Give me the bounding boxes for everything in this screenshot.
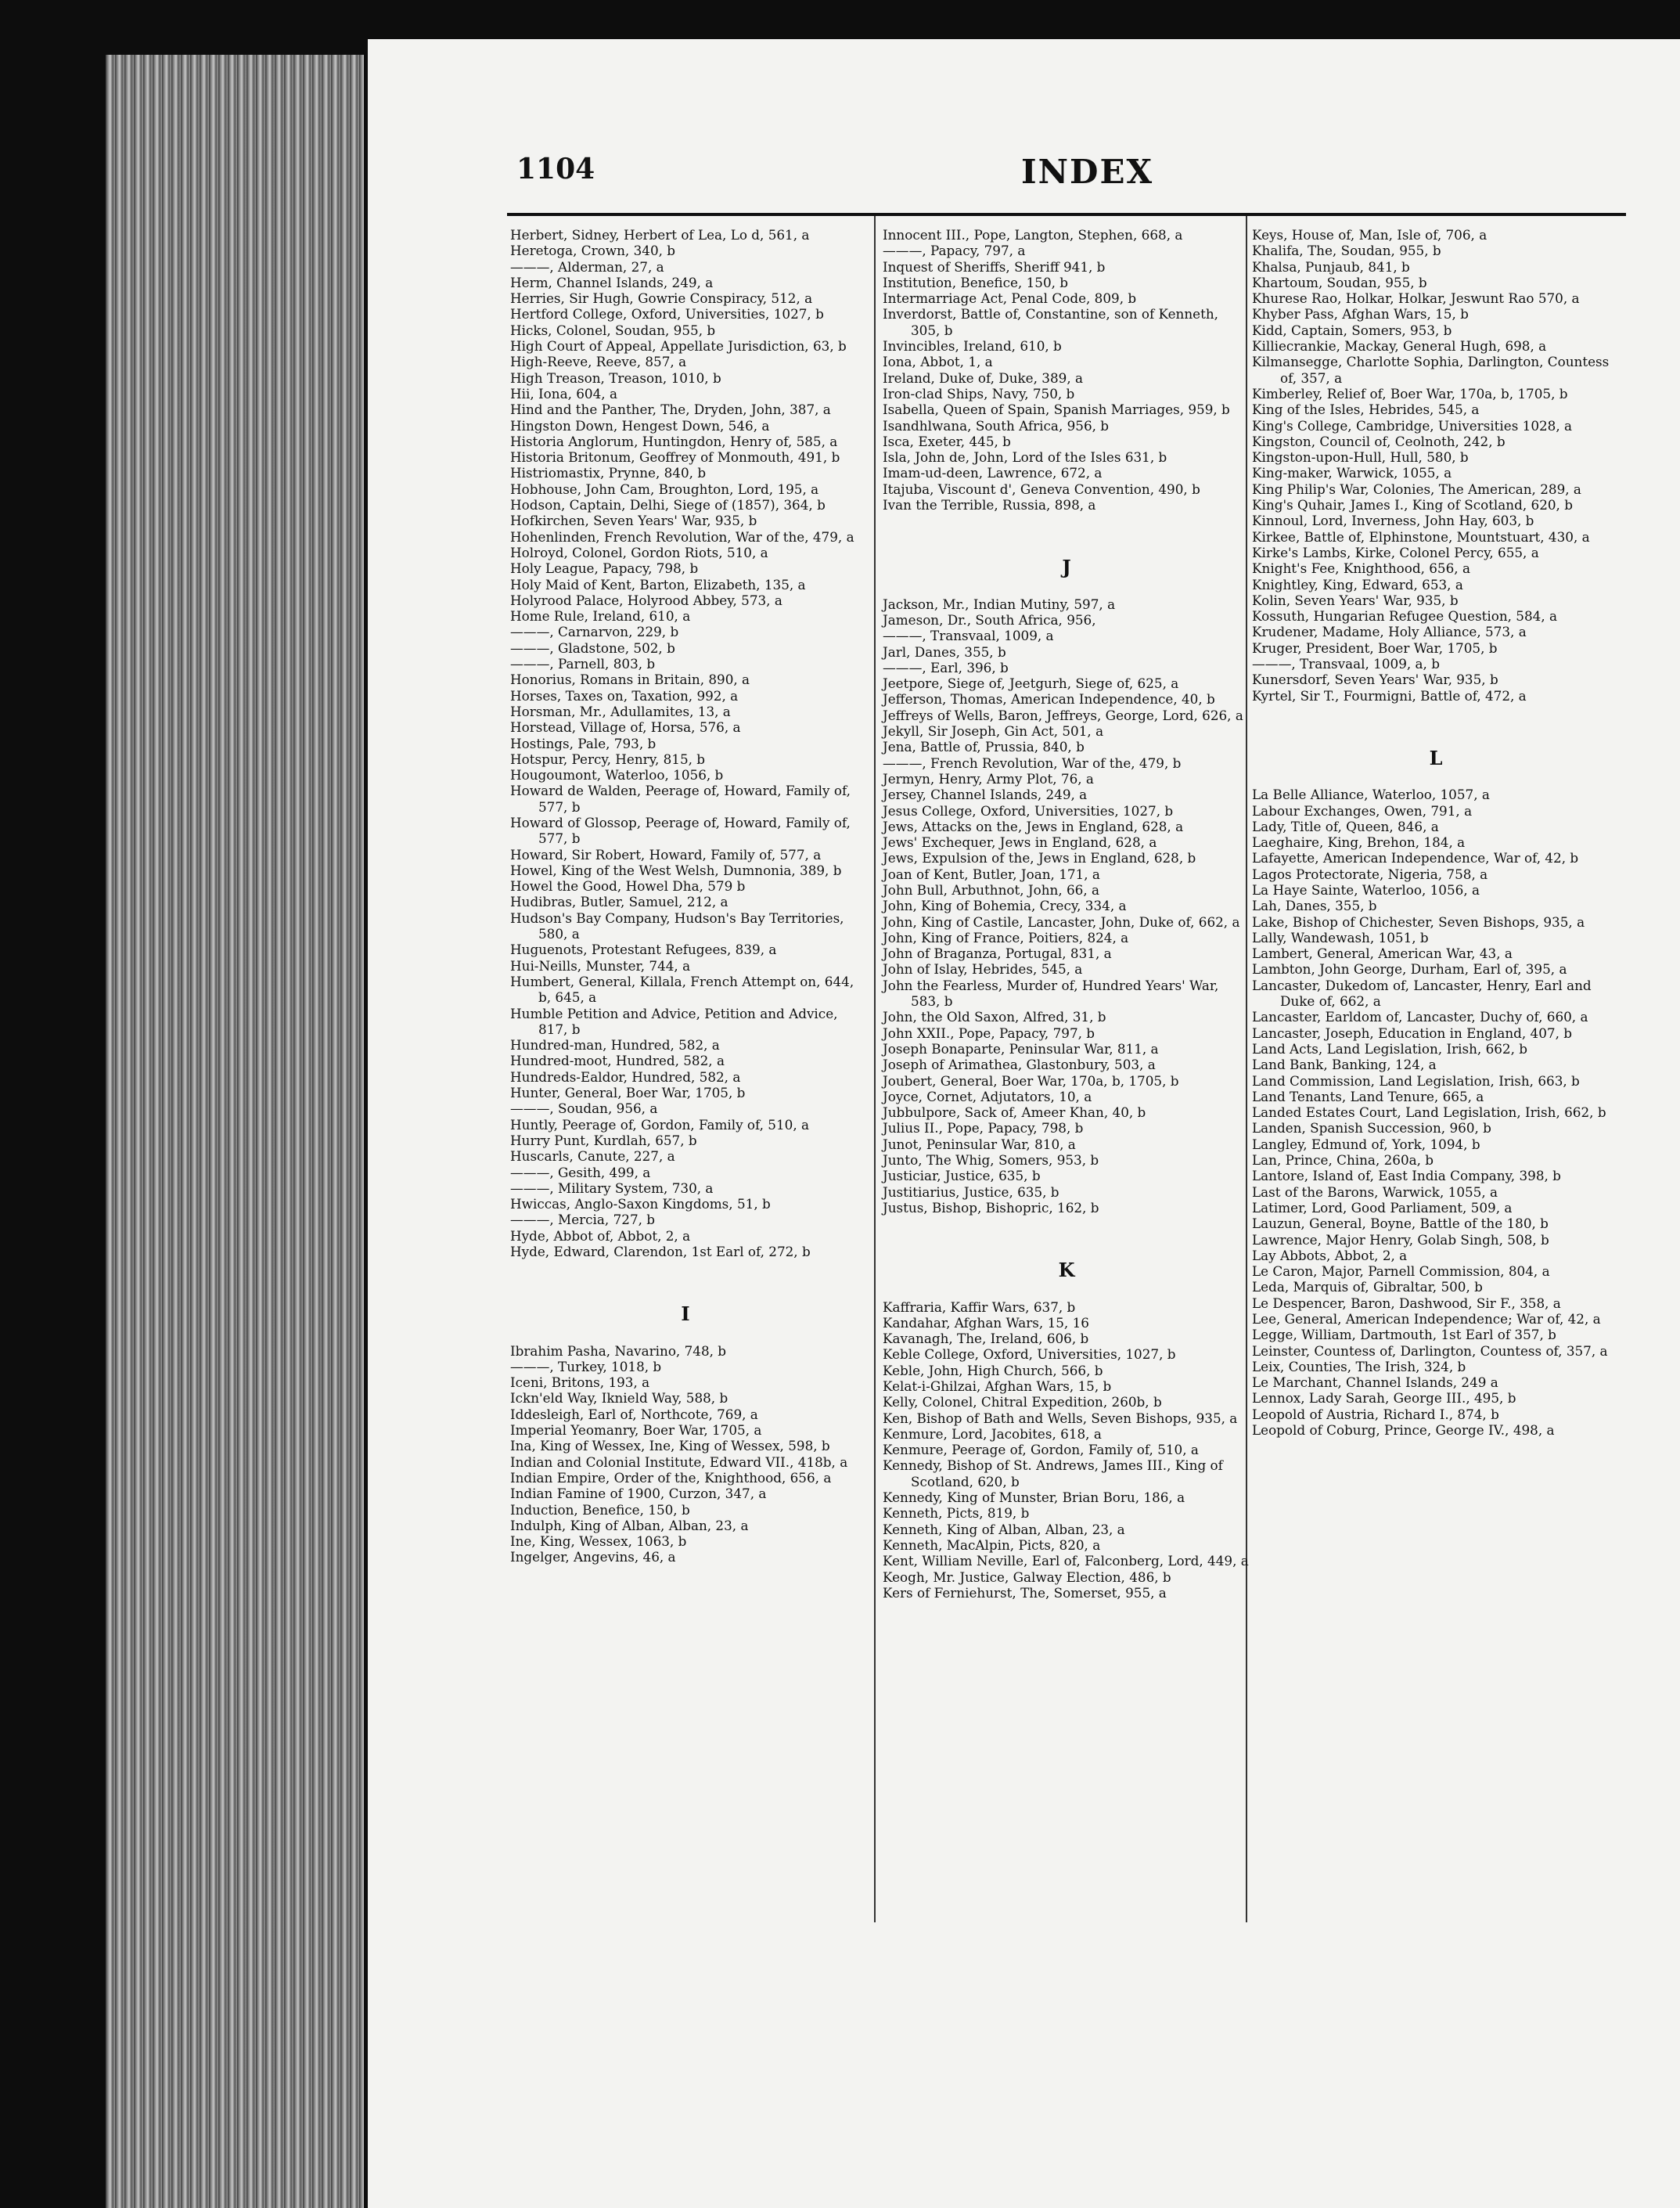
- index-entry: Hundreds-Ealdor, Hundred, 582, a: [510, 1068, 741, 1085]
- index-entry: John, the Old Saxon, Alfred, 31, b: [883, 1009, 1106, 1025]
- index-entry: Jermyn, Henry, Army Plot, 76, a: [883, 770, 1094, 787]
- index-entry: Jarl, Danes, 355, b: [883, 643, 1006, 660]
- index-entry: Jefferson, Thomas, American Independence, 40, b: [883, 691, 1215, 708]
- index-entry: Itajuba, Viscount d', Geneva Convention, 490, b: [883, 481, 1200, 497]
- index-entry: Keble College, Oxford, Universities, 1027, b: [883, 1346, 1176, 1363]
- index-entry: Holyrood Palace, Holyrood Abbey, 573, a: [510, 592, 782, 608]
- index-entry: Kennedy, King of Munster, Brian Boru, 186, a: [883, 1489, 1185, 1506]
- index-entry: Killiecrankie, Mackay, General Hugh, 698, a: [1252, 338, 1547, 355]
- index-entry: Khartoum, Soudan, 955, b: [1252, 274, 1427, 290]
- index-entry: Hyde, Abbot of, Abbot, 2, a: [510, 1227, 691, 1244]
- index-entry: Hofkirchen, Seven Years' War, 935, b: [510, 513, 757, 529]
- index-entry: Hostings, Pale, 793, b: [510, 735, 657, 751]
- index-entry: Hurry Punt, Kurdlah, 657, b: [510, 1132, 697, 1148]
- index-entry: Lauzun, General, Boyne, Battle of the 180, b: [1252, 1216, 1549, 1232]
- index-entry: Jeffreys of Wells, Baron, Jeffreys, George, Lord, 626, a: [883, 707, 1243, 723]
- index-entry: Lee, General, American Independence; War of, 42, a: [1252, 1311, 1601, 1327]
- index-entry: La Belle Alliance, Waterloo, 1057, a: [1252, 787, 1490, 803]
- index-entry: Iona, Abbot, 1, a: [883, 354, 993, 370]
- index-entry: Hobhouse, John Cam, Broughton, Lord, 195, a: [510, 481, 819, 497]
- index-entry: Kent, William Neville, Earl of, Falconberg, Lord, 449, a: [883, 1553, 1249, 1569]
- index-entry: Kruger, President, Boer War, 1705, b: [1252, 639, 1498, 656]
- index-entry: John, King of Bohemia, Crecy, 334, a: [883, 898, 1127, 914]
- index-entry: Keble, John, High Church, 566, b: [883, 1362, 1103, 1378]
- index-entry: Legge, William, Dartmouth, 1st Earl of 357, b: [1252, 1327, 1556, 1343]
- index-entry: Joseph Bonaparte, Peninsular War, 811, a: [883, 1040, 1159, 1057]
- index-entry: Kers of Ferniehurst, The, Somerset, 955, a: [883, 1584, 1167, 1601]
- index-entry: La Haye Sainte, Waterloo, 1056, a: [1252, 881, 1480, 898]
- index-entry: Landed Estates Court, Land Legislation, Irish, 662, b: [1252, 1104, 1606, 1121]
- section-letter: I: [681, 1302, 690, 1326]
- index-entry: Imam-ud-deen, Lawrence, 672, a: [883, 465, 1103, 481]
- index-entry: Holroyd, Colonel, Gordon Riots, 510, a: [510, 544, 768, 560]
- index-entry: Land Commission, Land Legislation, Irish, 663, b: [1252, 1072, 1580, 1089]
- index-entry: Humble Petition and Advice, Petition and Advice, 817, b: [510, 1005, 838, 1037]
- index-entry: Kingston, Council of, Ceolnoth, 242, b: [1252, 433, 1506, 449]
- index-column-3: [1252, 227, 1620, 1438]
- index-entry: Kaffraria, Kaffir Wars, 637, b: [883, 1299, 1076, 1315]
- index-entry: Iddesleigh, Earl of, Northcote, 769, a: [510, 1406, 758, 1422]
- index-entry: Hohenlinden, French Revolution, War of the, 479, a: [510, 528, 854, 545]
- index-entry: ———, French Revolution, War of the, 479, b: [883, 755, 1182, 771]
- index-entry: Lally, Wandewash, 1051, b: [1252, 929, 1429, 946]
- index-entry: Hui-Neills, Munster, 744, a: [510, 957, 691, 974]
- index-entry: Kyrtel, Sir T., Fourmigni, Battle of, 472, a: [1252, 687, 1527, 704]
- index-entry: King of the Isles, Hebrides, 545, a: [1252, 402, 1480, 418]
- index-entry: Lantore, Island of, East India Company, 398, b: [1252, 1168, 1561, 1184]
- index-entry: Leda, Marquis of, Gibraltar, 500, b: [1252, 1279, 1483, 1295]
- index-entry: Laeghaire, King, Brehon, 184, a: [1252, 834, 1466, 851]
- index-entry: Kunersdorf, Seven Years' War, 935, b: [1252, 672, 1498, 688]
- index-entry: Jersey, Channel Islands, 249, a: [883, 787, 1088, 803]
- index-entry: Ivan the Terrible, Russia, 898, a: [883, 497, 1096, 513]
- index-entry: Lady, Title of, Queen, 846, a: [1252, 818, 1439, 834]
- index-column-1: [510, 227, 861, 1565]
- index-entry: Jekyll, Sir Joseph, Gin Act, 501, a: [883, 723, 1104, 740]
- index-entry: Howel the Good, Howel Dha, 579 b: [510, 878, 746, 895]
- index-entry: Leopold of Coburg, Prince, George IV., 498, a: [1252, 1422, 1555, 1439]
- index-entry: ———, Military System, 730, a: [510, 1180, 714, 1196]
- index-entry: Lancaster, Earldom of, Lancaster, Duchy of, 660, a: [1252, 1009, 1588, 1025]
- index-entry: Kelly, Colonel, Chitral Expedition, 260b, b: [883, 1394, 1162, 1410]
- column-divider: [874, 216, 876, 1922]
- index-entry: Home Rule, Ireland, 610, a: [510, 608, 691, 625]
- index-entry: Huguenots, Protestant Refugees, 839, a: [510, 942, 777, 958]
- index-entry: Hingston Down, Hengest Down, 546, a: [510, 417, 770, 434]
- index-entry: Le Caron, Major, Parnell Commission, 804, a: [1252, 1263, 1550, 1280]
- index-entry: Junto, The Whig, Somers, 953, b: [883, 1152, 1099, 1169]
- index-entry: Hicks, Colonel, Soudan, 955, b: [510, 322, 716, 338]
- index-entry: Latimer, Lord, Good Parliament, 509, a: [1252, 1199, 1513, 1216]
- index-entry: Horsman, Mr., Adullamites, 13, a: [510, 703, 731, 719]
- index-entry: Institution, Benefice, 150, b: [883, 274, 1069, 290]
- index-entry: ———, Carnarvon, 229, b: [510, 624, 679, 640]
- index-entry: Khurese Rao, Holkar, Holkar, Jeswunt Rao 570, a: [1252, 290, 1580, 307]
- index-entry: Hyde, Edward, Clarendon, 1st Earl of, 272, b: [510, 1244, 811, 1259]
- index-entry: Howard de Walden, Peerage of, Howard, Family of, 577, b: [510, 783, 851, 815]
- index-entry: Keogh, Mr. Justice, Galway Election, 486, b: [883, 1569, 1171, 1585]
- index-entry: Lambert, General, American War, 43, a: [1252, 946, 1513, 962]
- index-entry: John the Fearless, Murder of, Hundred Years' War, 583, b: [883, 977, 1219, 1010]
- index-entry: Isandhlwana, South Africa, 956, b: [883, 417, 1110, 434]
- index-entry: Le Despencer, Baron, Dashwood, Sir F., 358, a: [1252, 1295, 1561, 1311]
- index-entry: Kilmansegge, Charlotte Sophia, Darlington, Countess of, 357, a: [1252, 354, 1610, 386]
- index-entry: Hundred-man, Hundred, 582, a: [510, 1037, 720, 1054]
- index-entry: Kennedy, Bishop of St. Andrews, James III., King of Scotland, 620, b: [883, 1457, 1223, 1489]
- index-entry: Hunter, General, Boer War, 1705, b: [510, 1085, 746, 1101]
- index-entry: John XXII., Pope, Papacy, 797, b: [883, 1025, 1095, 1041]
- index-entry: Lennox, Lady Sarah, George III., 495, b: [1252, 1390, 1516, 1407]
- index-entry: Histriomastix, Prynne, 840, b: [510, 465, 707, 481]
- index-entry: John, King of Castile, Lancaster, John, Duke of, 662, a: [883, 913, 1240, 930]
- index-entry: Isabella, Queen of Spain, Spanish Marriages, 959, b: [883, 402, 1230, 418]
- index-entry: Ireland, Duke of, Duke, 389, a: [883, 369, 1083, 386]
- index-entry: Ibrahim Pasha, Navarino, 748, b: [510, 1342, 727, 1359]
- index-entry: Hotspur, Percy, Henry, 815, b: [510, 751, 706, 767]
- index-entry: Heretoga, Crown, 340, b: [510, 243, 676, 259]
- index-entry: John, King of France, Poitiers, 824, a: [883, 929, 1129, 946]
- index-entry: Isca, Exeter, 445, b: [883, 433, 1011, 449]
- index-entry: Indulph, King of Alban, Alban, 23, a: [510, 1517, 749, 1533]
- index-entry: High Court of Appeal, Appellate Jurisdiction, 63, b: [510, 338, 847, 355]
- index-entry: Kenneth, MacAlpin, Picts, 820, a: [883, 1536, 1101, 1553]
- index-entry: Jena, Battle of, Prussia, 840, b: [883, 739, 1085, 755]
- index-entry: Kandahar, Afghan Wars, 15, 16: [883, 1314, 1089, 1331]
- index-entry: ———, Transvaal, 1009, a: [883, 628, 1054, 644]
- index-entry: Jews, Attacks on the, Jews in England, 628, a: [883, 818, 1184, 834]
- index-entry: Huscarls, Canute, 227, a: [510, 1148, 675, 1165]
- index-entry: Joan of Kent, Butler, Joan, 171, a: [883, 866, 1100, 882]
- index-entry: Jubbulpore, Sack of, Ameer Khan, 40, b: [883, 1104, 1146, 1121]
- index-entry: ———, Turkey, 1018, b: [510, 1358, 662, 1374]
- index-entry: Lambton, John George, Durham, Earl of, 395, a: [1252, 961, 1567, 978]
- index-entry: Herries, Sir Hugh, Gowrie Conspiracy, 512, a: [510, 290, 813, 307]
- index-entry: Justiciar, Justice, 635, b: [883, 1168, 1041, 1184]
- index-entry: Lan, Prince, China, 260a, b: [1252, 1152, 1434, 1169]
- index-entry: Kidd, Captain, Somers, 953, b: [1252, 322, 1452, 338]
- index-entry: Land Bank, Banking, 124, a: [1252, 1057, 1437, 1073]
- index-entry: ———, Mercia, 727, b: [510, 1212, 656, 1228]
- index-entry: Howard of Glossop, Peerage of, Howard, Family of, 577, b: [510, 814, 851, 847]
- index-entry: Keys, House of, Man, Isle of, 706, a: [1252, 227, 1488, 243]
- index-entry: Iceni, Britons, 193, a: [510, 1374, 650, 1391]
- index-entry: Lake, Bishop of Chichester, Seven Bishops, 935, a: [1252, 913, 1585, 930]
- index-entry: Khalsa, Punjaub, 841, b: [1252, 258, 1410, 275]
- index-entry: Khyber Pass, Afghan Wars, 15, b: [1252, 306, 1469, 322]
- index-entry: Hundred-moot, Hundred, 582, a: [510, 1053, 725, 1069]
- index-entry: Horses, Taxes on, Taxation, 992, a: [510, 687, 739, 704]
- index-entry: Landen, Spanish Succession, 960, b: [1252, 1120, 1491, 1136]
- index-entry: Humbert, General, Killala, French Attempt on, 644, b, 645, a: [510, 973, 854, 1006]
- index-entry: Hertford College, Oxford, Universities, 1027, b: [510, 306, 824, 322]
- index-entry: Kavanagh, The, Ireland, 606, b: [883, 1331, 1089, 1347]
- index-entry: Jews' Exchequer, Jews in England, 628, a: [883, 834, 1157, 851]
- index-entry: High Treason, Treason, 1010, b: [510, 369, 721, 386]
- index-entry: ———, Gesith, 499, a: [510, 1164, 651, 1180]
- index-entry: Hwiccas, Anglo-Saxon Kingdoms, 51, b: [510, 1196, 771, 1212]
- index-entry: Knight's Fee, Knighthood, 656, a: [1252, 560, 1470, 577]
- index-entry: Indian Empire, Order of the, Knighthood, 656, a: [510, 1469, 832, 1486]
- index-entry: ———, Alderman, 27, a: [510, 258, 664, 275]
- index-entry: Knightley, King, Edward, 653, a: [1252, 576, 1463, 593]
- index-entry: Indian Famine of 1900, Curzon, 347, a: [510, 1486, 767, 1502]
- index-entry: John of Islay, Hebrides, 545, a: [883, 961, 1083, 978]
- index-entry: Labour Exchanges, Owen, 791, a: [1252, 802, 1473, 819]
- index-entry: John of Braganza, Portugal, 831, a: [883, 946, 1112, 962]
- index-entry: Jameson, Dr., South Africa, 956,: [883, 611, 1096, 628]
- index-entry: Innocent III., Pope, Langton, Stephen, 668, a: [883, 227, 1183, 243]
- index-entry: Indian and Colonial Institute, Edward VII., 418b, a: [510, 1453, 848, 1470]
- index-entry: Joyce, Cornet, Adjutators, 10, a: [883, 1088, 1092, 1104]
- section-letter: J: [1062, 556, 1071, 579]
- index-entry: ———, Gladstone, 502, b: [510, 639, 675, 656]
- index-entry: ———, Earl, 396, b: [883, 659, 1009, 675]
- index-entry: King Philip's War, Colonies, The American, 289, a: [1252, 481, 1581, 497]
- page-number: 1104: [516, 153, 595, 186]
- index-entry: Invincibles, Ireland, 610, b: [883, 338, 1062, 355]
- index-entry: Justus, Bishop, Bishopric, 162, b: [883, 1199, 1099, 1216]
- index-entry: Julius II., Pope, Papacy, 798, b: [883, 1120, 1084, 1136]
- index-entry: Jeetpore, Siege of, Jeetgurh, Siege of, 625, a: [883, 675, 1179, 692]
- index-entry: Jackson, Mr., Indian Mutiny, 597, a: [883, 596, 1116, 612]
- index-entry: Kirke's Lambs, Kirke, Colonel Percy, 655, a: [1252, 544, 1539, 560]
- index-entry: Land Tenants, Land Tenure, 665, a: [1252, 1088, 1484, 1104]
- index-entry: Ingelger, Angevins, 46, a: [510, 1549, 676, 1565]
- index-entry: Intermarriage Act, Penal Code, 809, b: [883, 290, 1137, 307]
- index-entry: Le Marchant, Channel Islands, 249 a: [1252, 1374, 1498, 1391]
- index-entry: Hind and the Panther, The, Dryden, John, 387, a: [510, 402, 831, 418]
- index-entry: Last of the Barons, Warwick, 1055, a: [1252, 1183, 1498, 1200]
- index-entry: Leinster, Countess of, Darlington, Countess of, 357, a: [1252, 1342, 1608, 1359]
- page-title: INDEX: [1021, 153, 1154, 191]
- index-entry: Langley, Edmund of, York, 1094, b: [1252, 1136, 1480, 1152]
- index-entry: Kenneth, Picts, 819, b: [883, 1505, 1030, 1522]
- index-entry: ———, Papacy, 797, a: [883, 243, 1026, 259]
- index-entry: Induction, Benefice, 150, b: [510, 1501, 690, 1518]
- index-entry: Ina, King of Wessex, Ine, King of Wessex, 598, b: [510, 1438, 830, 1454]
- index-entry: ———, Parnell, 803, b: [510, 656, 656, 672]
- index-entry: Joseph of Arimathea, Glastonbury, 503, a: [883, 1057, 1156, 1073]
- index-entry: ———, Soudan, 956, a: [510, 1100, 658, 1117]
- index-entry: Honorius, Romans in Britain, 890, a: [510, 672, 750, 688]
- index-entry: Inverdorst, Battle of, Constantine, son of Kenneth, 305, b: [883, 306, 1218, 338]
- index-entry: Hougoumont, Waterloo, 1056, b: [510, 767, 724, 783]
- index-entry: Kirkee, Battle of, Elphinstone, Mountstuart, 430, a: [1252, 528, 1590, 545]
- index-entry: Leix, Counties, The Irish, 324, b: [1252, 1358, 1466, 1374]
- index-entry: Iron-clad Ships, Navy, 750, b: [883, 385, 1075, 402]
- index-entry: Kossuth, Hungarian Refugee Question, 584, a: [1252, 608, 1557, 625]
- index-entry: Huntly, Peerage of, Gordon, Family of, 510, a: [510, 1116, 810, 1133]
- index-entry: ———, Transvaal, 1009, a, b: [1252, 656, 1440, 672]
- index-entry: Lancaster, Joseph, Education in England, 407, b: [1252, 1025, 1572, 1041]
- index-entry: King-maker, Warwick, 1055, a: [1252, 465, 1452, 481]
- index-entry: Howard, Sir Robert, Howard, Family of, 577, a: [510, 846, 822, 863]
- index-entry: Lagos Protectorate, Nigeria, 758, a: [1252, 866, 1488, 882]
- index-entry: Jesus College, Oxford, Universities, 1027, b: [883, 802, 1174, 819]
- index-entry: Ickn'eld Way, Iknield Way, 588, b: [510, 1390, 728, 1407]
- index-entry: Ine, King, Wessex, 1063, b: [510, 1533, 687, 1550]
- index-entry: Hudson's Bay Company, Hudson's Bay Territories, 580, a: [510, 909, 844, 942]
- section-letter: K: [1058, 1259, 1075, 1282]
- index-entry: Kinnoul, Lord, Inverness, John Hay, 603, b: [1252, 513, 1534, 529]
- index-entry: Khalifa, The, Soudan, 955, b: [1252, 243, 1441, 259]
- header-rule: [507, 213, 1626, 216]
- index-entry: Leopold of Austria, Richard I., 874, b: [1252, 1406, 1499, 1422]
- index-entry: Inquest of Sheriffs, Sheriff 941, b: [883, 258, 1106, 275]
- index-entry: Justitiarius, Justice, 635, b: [883, 1183, 1059, 1200]
- index-entry: Historia Britonum, Geoffrey of Monmouth, 491, b: [510, 449, 840, 466]
- index-entry: Herbert, Sidney, Herbert of Lea, Lo d, 561, a: [510, 227, 810, 243]
- index-entry: Lay Abbots, Abbot, 2, a: [1252, 1247, 1408, 1263]
- index-column-2: [883, 227, 1250, 1601]
- index-entry: Herm, Channel Islands, 249, a: [510, 274, 714, 290]
- section-letter: L: [1429, 746, 1443, 769]
- index-entry: Historia Anglorum, Huntingdon, Henry of, 585, a: [510, 433, 838, 449]
- index-entry: Kenmure, Peerage of, Gordon, Family of, 510, a: [883, 1442, 1199, 1458]
- index-entry: Howel, King of the West Welsh, Dumnonia, 389, b: [510, 862, 842, 878]
- index-entry: Hudibras, Butler, Samuel, 212, a: [510, 894, 728, 910]
- index-entry: Holy Maid of Kent, Barton, Elizabeth, 135, a: [510, 576, 806, 593]
- index-entry: Krudener, Madame, Holy Alliance, 573, a: [1252, 624, 1527, 640]
- index-entry: Ken, Bishop of Bath and Wells, Seven Bishops, 935, a: [883, 1410, 1238, 1426]
- index-entry: King's College, Cambridge, Universities 1028, a: [1252, 417, 1573, 434]
- index-entry: John Bull, Arbuthnot, John, 66, a: [883, 881, 1100, 898]
- index-entry: Lawrence, Major Henry, Golab Singh, 508, b: [1252, 1231, 1549, 1248]
- index-entry: Holy League, Papacy, 798, b: [510, 560, 699, 577]
- index-entry: Kimberley, Relief of, Boer War, 170a, b, 1705, b: [1252, 385, 1568, 402]
- index-entry: Hii, Iona, 604, a: [510, 385, 617, 402]
- index-entry: King's Quhair, James I., King of Scotland, 620, b: [1252, 497, 1573, 513]
- index-entry: Lafayette, American Independence, War of, 42, b: [1252, 850, 1579, 866]
- index-entry: Land Acts, Land Legislation, Irish, 662, b: [1252, 1040, 1528, 1057]
- index-entry: Kingston-upon-Hull, Hull, 580, b: [1252, 449, 1469, 466]
- index-entry: Kelat-i-Ghilzai, Afghan Wars, 15, b: [883, 1378, 1112, 1394]
- index-entry: High-Reeve, Reeve, 857, a: [510, 354, 687, 370]
- index-entry: Kolin, Seven Years' War, 935, b: [1252, 592, 1459, 608]
- index-entry: Isla, John de, John, Lord of the Isles 631, b: [883, 449, 1167, 466]
- index-entry: Kenneth, King of Alban, Alban, 23, a: [883, 1521, 1125, 1537]
- index-entry: Kenmure, Lord, Jacobites, 618, a: [883, 1425, 1102, 1442]
- book-page-edges: [106, 55, 364, 2208]
- index-entry: Junot, Peninsular War, 810, a: [883, 1136, 1076, 1152]
- index-entry: Jews, Expulsion of the, Jews in England, 628, b: [883, 850, 1196, 866]
- index-entry: Joubert, General, Boer War, 170a, b, 1705, b: [883, 1072, 1179, 1089]
- index-entry: Horstead, Village of, Horsa, 576, a: [510, 719, 741, 736]
- index-entry: Imperial Yeomanry, Boer War, 1705, a: [510, 1422, 762, 1439]
- index-entry: Lah, Danes, 355, b: [1252, 898, 1377, 914]
- index-entry: Hodson, Captain, Delhi, Siege of (1857), 364, b: [510, 497, 826, 513]
- index-entry: Lancaster, Dukedom of, Lancaster, Henry, Earl and Duke of, 662, a: [1252, 977, 1592, 1010]
